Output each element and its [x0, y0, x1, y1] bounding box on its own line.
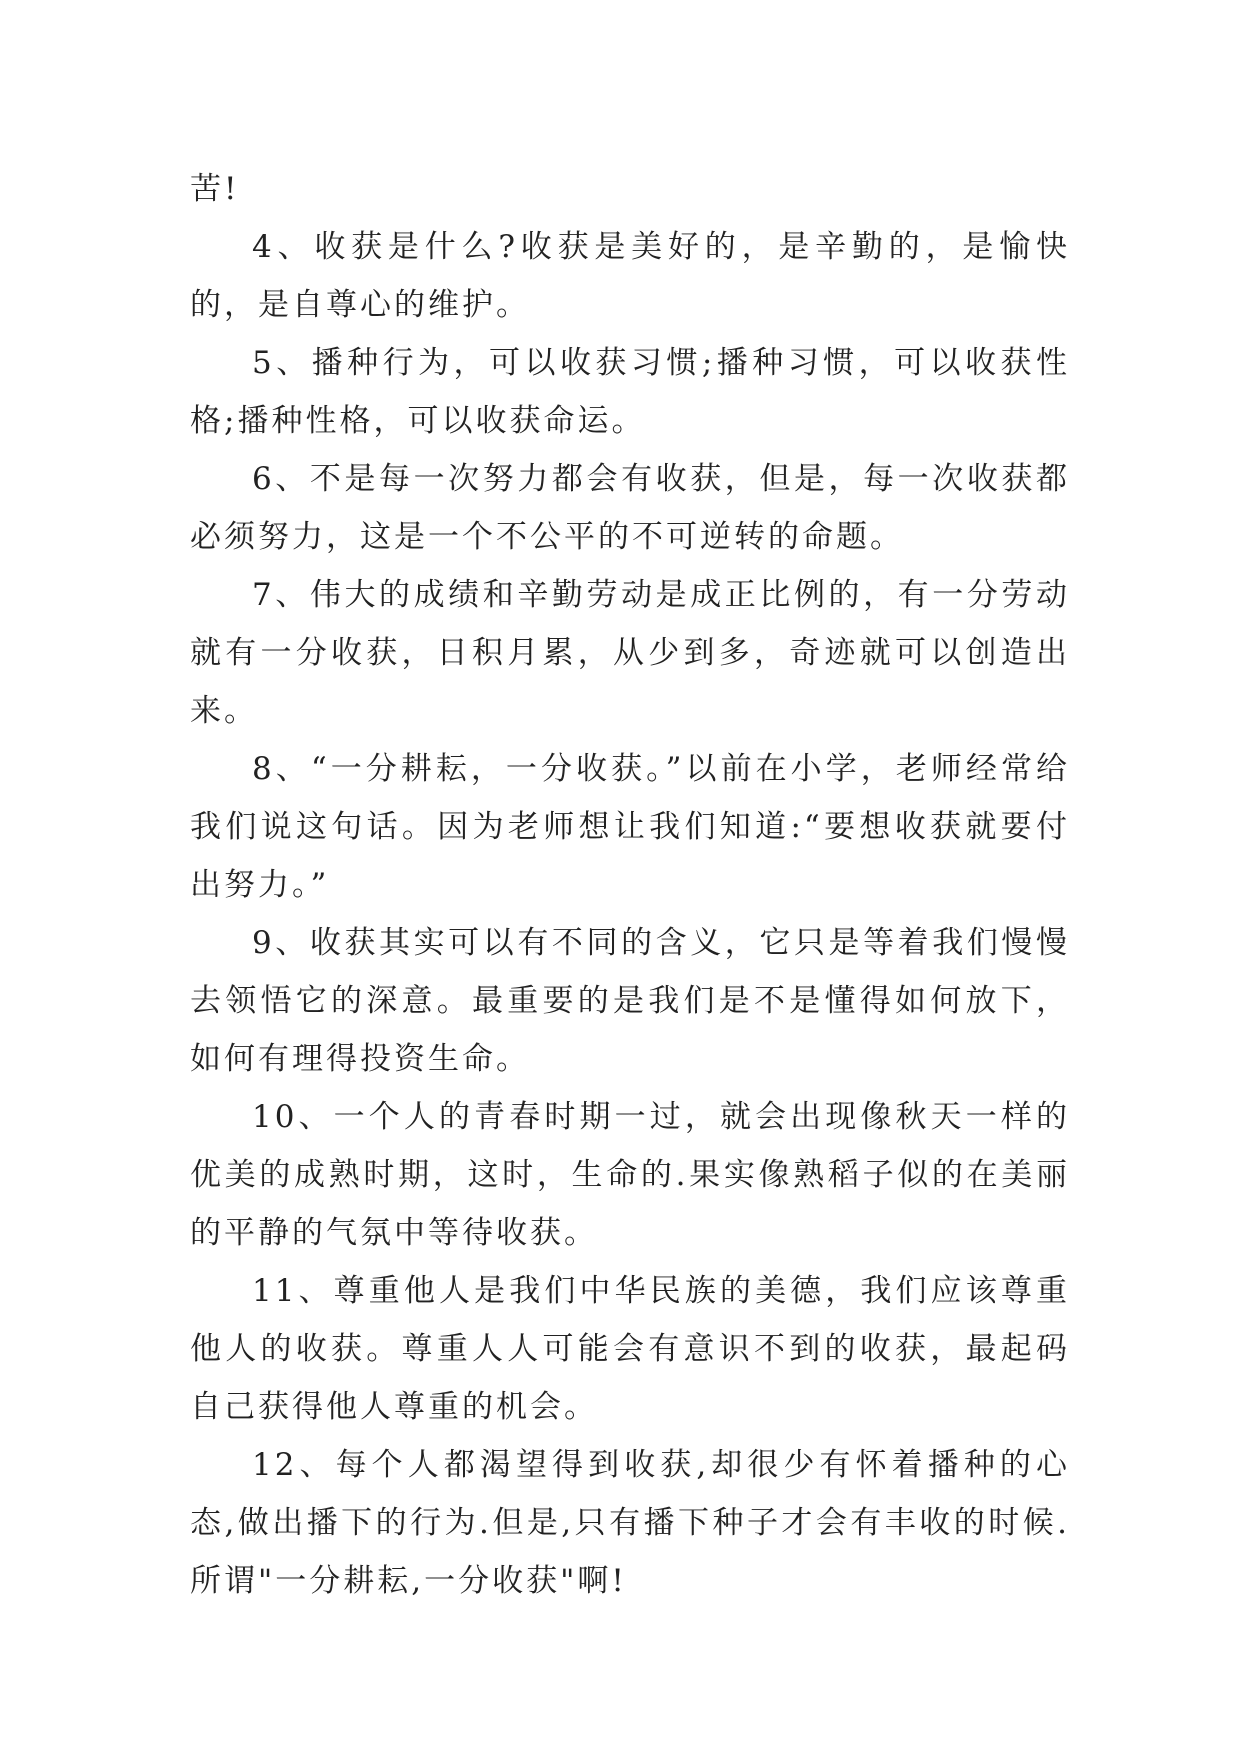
- paragraph-6: 6、不是每一次努力都会有收获，但是，每一次收获都必须努力，这是一个不公平的不可逆转的命题。: [190, 461, 1070, 555]
- paragraph-continuation: 苦!: [190, 171, 240, 207]
- paragraph-4: 4、收获是什么?收获是美好的，是辛勤的，是愉快的，是自尊心的维护。: [190, 229, 1070, 323]
- paragraph-8: 8、“一分耕耘，一分收获。”以前在小学，老师经常给我们说这句话。因为老师想让我们知道:“要想收获就要付出努力。”: [190, 751, 1070, 903]
- document-body: [190, 160, 1070, 1610]
- paragraph-11: 11、尊重他人是我们中华民族的美德，我们应该尊重他人的收获。尊重人人可能会有意识不到的收获，最起码自己获得他人尊重的机会。: [190, 1273, 1070, 1425]
- paragraph-9: 9、收获其实可以有不同的含义，它只是等着我们慢慢去领悟它的深意。最重要的是我们是不是懂得如何放下，如何有理得投资生命。: [190, 925, 1070, 1077]
- paragraph-12: 12、每个人都渴望得到收获,却很少有怀着播种的心态,做出播下的行为.但是,只有播下种子才会有丰收的时候.所谓"一分耕耘,一分收获"啊!: [190, 1447, 1070, 1599]
- paragraph-10: 10、一个人的青春时期一过，就会出现像秋天一样的优美的成熟时期，这时，生命的.果实像熟稻子似的在美丽的平静的气氛中等待收获。: [190, 1099, 1070, 1251]
- paragraph-7: 7、伟大的成绩和辛勤劳动是成正比例的，有一分劳动就有一分收获，日积月累，从少到多，奇迹就可以创造出来。: [190, 577, 1070, 729]
- paragraph-5: 5、播种行为，可以收获习惯;播种习惯，可以收获性格;播种性格，可以收获命运。: [190, 345, 1070, 439]
